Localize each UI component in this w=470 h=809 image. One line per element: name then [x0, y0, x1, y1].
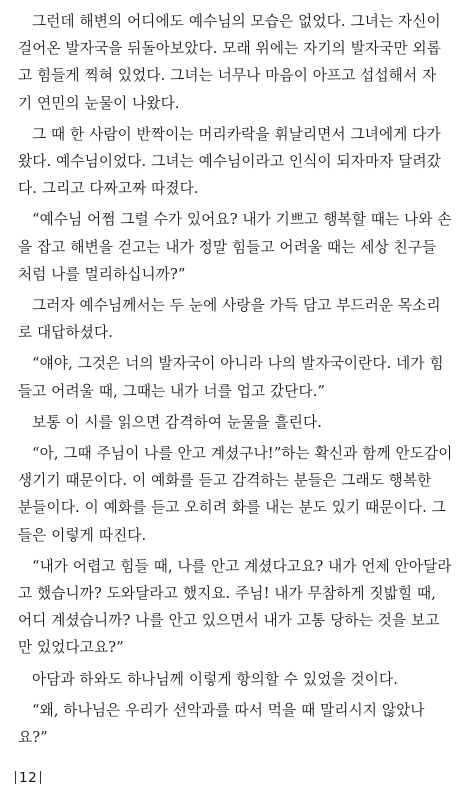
text-line: 보통 이 시를 읽으면 감격하여 눈물을 흘린다. [32, 413, 322, 431]
text-line: 생기기 때문이다. 이 예화를 듣고 감격하는 분들은 그래도 행복한 [18, 472, 432, 490]
text-line: 왔다. 예수님이었다. 그녀는 예수님이라고 인식이 되자마자 달려갔 [18, 153, 441, 171]
text-line: “얘야, 그것은 너의 발자국이 아니라 나의 발자국이란다. 네가 힘 [32, 355, 444, 373]
text-line: 만 있었다고요?” [18, 639, 124, 657]
text-line: 을 잡고 해변을 걷고는 내가 정말 힘들고 어려울 때는 세상 친구들 [18, 238, 437, 256]
text-line: 고 했습니까? 도와달라고 했지요. 주님! 내가 무참하게 짓밟힐 때, [18, 585, 437, 603]
folio-bar-right [40, 771, 41, 784]
text-line: 다. 그리고 다짜고짜 따졌다. [18, 180, 199, 198]
text-line: 로 대답하셨다. [18, 324, 114, 342]
text-line: 기 연민의 눈물이 나왔다. [18, 94, 180, 112]
text-line: 처럼 나를 멀리하십니까?” [18, 265, 186, 283]
text-line: 그러자 예수님께서는 두 눈에 사랑을 가득 담고 부드러운 목소리 [32, 297, 441, 315]
text-line: 들은 이렇게 따진다. [18, 526, 147, 544]
text-line: “내가 어렵고 힘들 때, 나를 안고 계셨다고요? 내가 언제 안아달라 [32, 557, 452, 575]
text-line: 들고 어려울 때, 그때는 내가 너를 업고 갔단다.” [18, 382, 326, 400]
text-line: 아담과 하와도 하나님께 이렇게 항의할 수 있었을 것이다. [32, 670, 399, 688]
text-line: “예수님 어쩜 그럴 수가 있어요? 내가 기쁘고 행복할 때는 나와 손 [32, 211, 452, 229]
folio-bar-left [15, 771, 16, 784]
text-line: 그 때 한 사람이 반짝이는 머리카락을 휘날리면서 그녀에게 다가 [32, 125, 441, 143]
text-line: 걸어온 발자국을 뒤돌아보았다. 모래 위에는 자기의 발자국만 외롭 [18, 40, 441, 58]
text-line: 어디 계셨습니까? 나를 안고 있으면서 내가 고통 당하는 것을 보고 [18, 612, 440, 630]
text-line: 분들이다. 이 예화를 듣고 오히려 화를 내는 분도 있기 때문이다. 그 [18, 499, 446, 517]
text-line: 그런데 해변의 어디에도 예수님의 모습은 없었다. 그녀는 자신이 [32, 13, 441, 30]
text-line: 요?” [18, 729, 48, 747]
body-text [18, 8, 456, 751]
text-line: “아, 그때 주님이 나를 안고 계셨구나!”하는 확신과 함께 안도감이 [32, 445, 453, 463]
text-line: “왜, 하나님은 우리가 선악과를 따서 먹을 때 말리시지 않았나 [32, 701, 425, 719]
page-number-value: 12 [19, 770, 38, 786]
text-line: 고 힘들게 찍혀 있었다. 그녀는 너무나 마음이 아프고 섭섭해서 자 [18, 67, 437, 85]
page-number [12, 770, 44, 786]
